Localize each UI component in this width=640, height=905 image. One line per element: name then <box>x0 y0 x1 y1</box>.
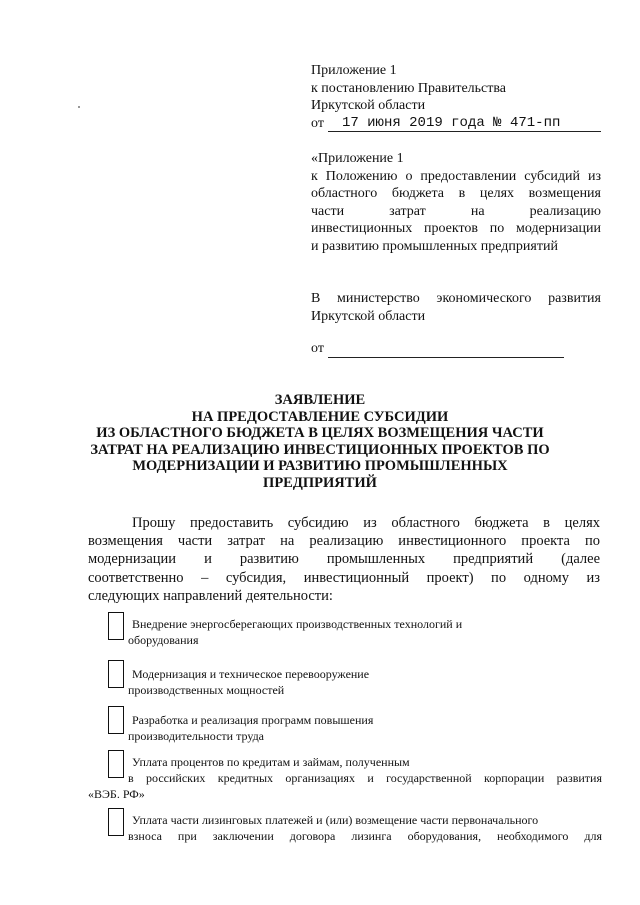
addressee-block <box>311 290 601 325</box>
option-label: Модернизация и техническое перевооружение <box>132 667 370 681</box>
appendix-header <box>311 62 601 132</box>
appendix-region: Иркутской области <box>311 98 426 113</box>
decree-date-value: 17 июня 2019 года № 471-пп <box>328 116 601 132</box>
option-checkbox[interactable] <box>108 750 124 778</box>
option-modernization <box>88 660 602 696</box>
option-label: Уплата процентов по кредитам и займам, полученным <box>132 755 410 769</box>
paragraph-line: соответственно – субсидия, инвестиционный проект) по одному из <box>88 569 600 586</box>
decree-date-line <box>311 115 601 133</box>
title-line: ЗАЯВЛЕНИЕ <box>274 392 366 408</box>
option-label: в российских кредитных организациях и государственной корпорации развития <box>128 771 602 785</box>
appendix-decree: к постановлению Правительства <box>311 80 507 96</box>
option-loan-interest <box>88 750 602 802</box>
option-checkbox[interactable] <box>108 706 124 734</box>
title-line: ПРЕДПРИЯТИЙ <box>263 474 377 491</box>
option-checkbox[interactable] <box>108 612 124 640</box>
option-label: Уплата части лизинговых платежей и (или) возмещение части первоначального <box>132 813 539 827</box>
option-label: «ВЭБ. РФ» <box>88 787 145 801</box>
document-title <box>80 392 560 491</box>
option-energy-saving <box>88 612 602 648</box>
option-label: Внедрение энергосберегающих производственных технологий и <box>132 617 463 631</box>
scan-speck <box>78 106 80 108</box>
decree-from-label: от <box>311 115 324 131</box>
paragraph-line: следующих направлений деятельности: <box>88 587 333 604</box>
title-line: МОДЕРНИЗАЦИИ И РАЗВИТИЮ ПРОМЫШЛЕННЫХ <box>132 458 508 474</box>
paragraph-line: возмещения части затрат на реализацию инвестиционного проекта по <box>88 533 600 550</box>
option-label: производительности труда <box>128 729 265 743</box>
title-line: НА ПРЕДОСТАВЛЕНИЕ СУБСИДИИ <box>191 408 449 425</box>
paragraph-line: Прошу предоставить субсидию из областного бюджета в целях <box>132 515 600 531</box>
option-label: производственных мощностей <box>128 683 285 697</box>
addressee-ministry: В министерство экономического развития <box>311 291 601 306</box>
option-leasing <box>88 808 602 848</box>
applicant-name-field[interactable] <box>328 343 564 358</box>
appendix-title: Приложение 1 <box>311 63 397 78</box>
note-line: «Приложение 1 <box>311 151 404 166</box>
note-line: части затрат на реализацию <box>311 203 601 219</box>
option-label: Разработка и реализация программ повышения <box>132 713 374 727</box>
option-productivity <box>88 706 602 742</box>
option-checkbox[interactable] <box>108 808 124 836</box>
note-line: к Положению о предоставлении субсидий из <box>311 168 601 184</box>
applicant-from-line <box>311 340 601 358</box>
appendix-note <box>311 150 601 255</box>
request-paragraph <box>88 514 600 605</box>
note-line: и развитию промышленных предприятий <box>311 238 558 254</box>
option-checkbox[interactable] <box>108 660 124 688</box>
option-label: взноса при заключении договора лизинга оборудования, необходимого для <box>128 829 602 843</box>
option-label: оборудования <box>128 633 199 647</box>
title-line: ЗАТРАТ НА РЕАЛИЗАЦИЮ ИНВЕСТИЦИОННЫХ ПРОЕКТОВ ПО <box>90 441 550 458</box>
addressee-region: Иркутской области <box>311 308 426 324</box>
title-line: ИЗ ОБЛАСТНОГО БЮДЖЕТА В ЦЕЛЯХ ВОЗМЕЩЕНИЯ ЧАСТИ <box>96 425 544 441</box>
applicant-from-label: от <box>311 341 324 356</box>
paragraph-line: модернизации и развитию промышленных предприятий (далее <box>88 551 600 568</box>
note-line: областного бюджета в целях возмещения <box>311 186 601 201</box>
note-line: инвестиционных проектов по модернизации <box>311 221 601 236</box>
